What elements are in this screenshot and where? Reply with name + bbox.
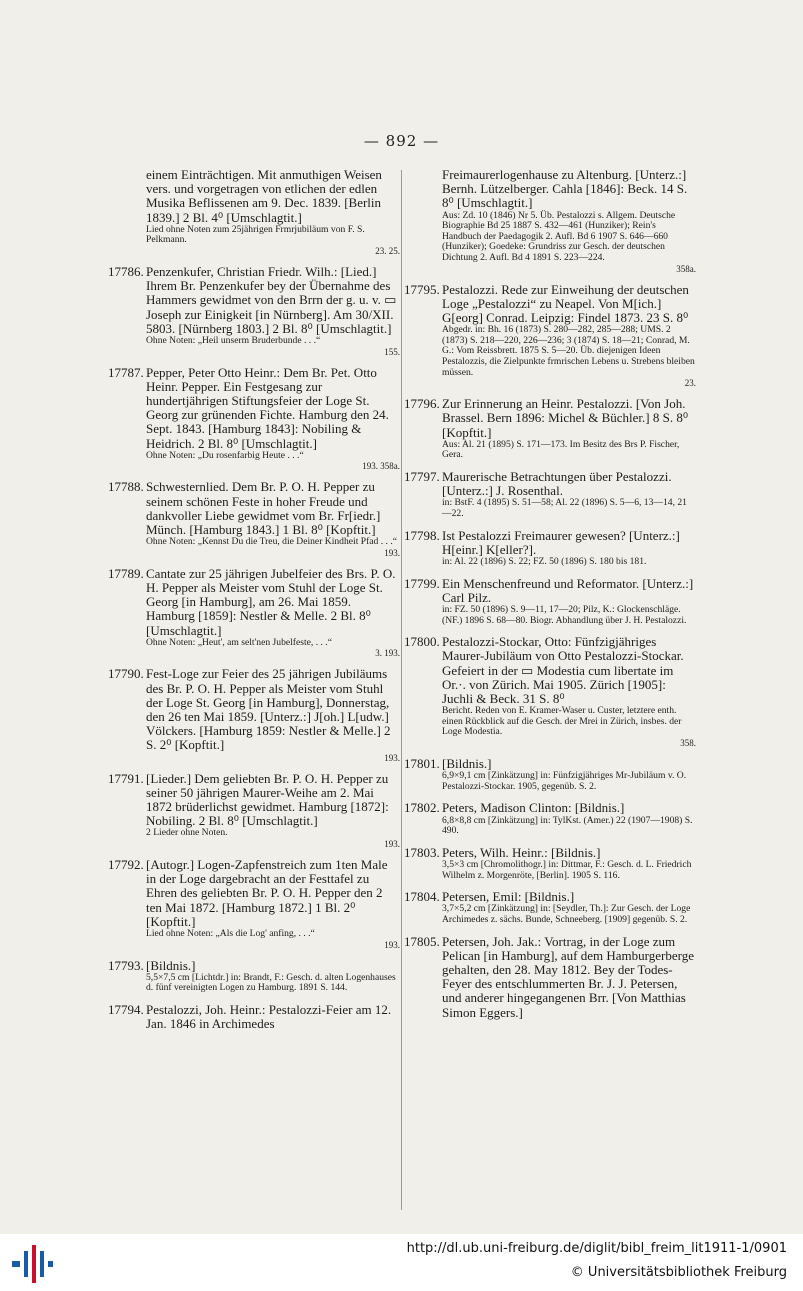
bibliography-entry — [108, 858, 400, 950]
bibliography-entry — [404, 801, 696, 836]
entry-note: 6,8×8,8 cm [Zinkätzung] in: TylKst. (Amer.) 22 (1907—1908) S. 490. — [442, 814, 693, 837]
entry-reference: 193. — [384, 939, 400, 950]
entry-reference: 23. 25. — [375, 246, 400, 256]
entry-number: 17791. — [108, 770, 144, 786]
bibliography-entry — [108, 567, 400, 659]
entry-text: [Bildnis.] — [146, 957, 196, 973]
entry-number: 17802. — [404, 800, 440, 816]
entry-text: [Lieder.] Dem geliebten Br. P. O. H. Pepper zu seiner 50 jährigen Maurer-Weihe am 2. Mai 1872 brüderlichst gewidmet. Hamburg [1872]: Nobiling. 2 Bl. 8⁰ [Umschlagtit.] — [146, 770, 389, 829]
entry-number: 17788. — [108, 479, 144, 495]
entry-note: 6,9×9,1 cm [Zinkätzung] in: Fünfzigjähriges Mr-Jubiläum v. O. Pestalozzi-Stockar. 1905, gegenüb. S. 2. — [442, 770, 687, 792]
entry-text: Pepper, Peter Otto Heinr.: Dem Br. Pet. Otto Heinr. Pepper. Ein Festgesang zur hundertjährigen Stiftungsfeier der Loge St. Georg zur grünenden Fichte. Hamburg den 24. Sept. 1843. [Hamburg 1843]: Nobiling & Heidrich. 2 Bl. 8⁰ [Umschlagtit.] — [146, 364, 389, 451]
entry-text: Petersen, Emil: [Bildnis.] — [442, 889, 575, 905]
entry-reference: 193. — [384, 547, 400, 558]
entry-number: 17799. — [404, 575, 440, 591]
entry-reference: 358a. — [676, 263, 696, 274]
entry-note: Ohne Noten: „Heil unserm Bruderbunde . . .“ — [146, 335, 321, 347]
entry-number: 17795. — [404, 281, 440, 297]
entry-number: 17787. — [108, 364, 144, 380]
permalink-link[interactable]: http://dl.ub.uni-freiburg.de/diglit/bibl_freim_lit1911-1/0901 — [406, 1241, 787, 1256]
bibliography-entry — [404, 397, 696, 461]
bibliography-entry — [404, 168, 696, 274]
entry-reference: 358. — [680, 737, 696, 748]
entry-number: 17803. — [404, 844, 440, 860]
entry-number: 17786. — [108, 264, 144, 279]
entry-number: 17800. — [404, 634, 440, 650]
bibliography-entry — [108, 667, 400, 762]
entry-text: [Bildnis.] — [442, 755, 492, 771]
right-column — [404, 168, 696, 1029]
entry-text: Pestalozzi. Rede zur Einweihung der deutschen Loge „Pestalozzi“ zu Neapel. Von M[ich.] G[eorg] Conrad. Leipzig: Findel 1873. 23 S. 8⁰ — [442, 281, 689, 325]
entry-number: 17794. — [108, 1002, 144, 1018]
entry-reference: 155. — [384, 346, 400, 357]
entry-note: Abgedr. in: Bh. 16 (1873) S. 280—282, 285—288; UMS. 2 (1873) S. 218—220, 226—236; 3 (1874) S. 18—21; Conrad, M. G.: Vom Reissbrett. 1875 S. 5—20. Üb. diejenigen Ideen Pestalozzis, die Zielpunkte frmrischen Lebens u. Strebens bleiben müssen. — [442, 324, 695, 378]
entry-note: in: Al. 22 (1896) S. 22; FZ. 50 (1896) S. 180 bis 181. — [442, 555, 647, 567]
entry-reference: 193. 358a. — [362, 461, 400, 472]
entry-reference: 23. — [684, 378, 696, 389]
column-divider — [401, 170, 402, 1210]
entry-note: Lied ohne Noten zum 25jährigen Frmrjubiläum von F. S. Pelkmann. — [146, 223, 365, 246]
bibliography-entry — [404, 757, 696, 792]
entry-number: 17805. — [404, 933, 440, 949]
entry-text: Ist Pestalozzi Freimaurer gewesen? [Unterz.:] H[einr.] K[eller?]. — [442, 527, 680, 557]
bibliography-entry — [404, 935, 696, 1020]
entry-number: 17801. — [404, 755, 440, 771]
entry-reference: 3. 193. — [375, 648, 400, 659]
entry-note: Ohne Noten: „Du rosenfarbig Heute . . .“ — [146, 449, 304, 461]
entry-text: Schwesternlied. Dem Br. P. O. H. Pepper zu seinem schönen Feste in hoher Freude und dankvoller Liebe gewidmet vom Br. Fr[iedr.] Münch. [Hamburg 1843.] 1 Bl. 8⁰ [Kopftit.] — [146, 479, 381, 538]
entry-text: Pestalozzi, Joh. Heinr.: Pestalozzi-Feier am 12. Jan. 1846 in Archimedes — [146, 1002, 392, 1032]
bibliography-entry — [108, 265, 400, 357]
entry-reference: 193. — [384, 839, 400, 850]
bibliography-entry — [404, 577, 696, 627]
left-column — [108, 168, 400, 1040]
entry-note: in: FZ. 50 (1896) S. 9—11, 17—20; Pilz, K.: Glockenschläge. (NF.) 1896 S. 68—80. Biogr. Abhandlung über J. H. Pestalozzi. — [442, 603, 687, 626]
entry-note: in: BstF. 4 (1895) S. 51—58; Al. 22 (1896) S. 5—6, 13—14, 21—22. — [442, 497, 687, 519]
entry-text: Maurerische Betrachtungen über Pestalozzi. [Unterz.:] J. Rosenthal. — [442, 468, 672, 499]
bibliography-entry — [404, 890, 696, 925]
entry-text: Peters, Wilh. Heinr.: [Bildnis.] — [442, 844, 601, 860]
entry-reference: 193. — [384, 752, 400, 763]
bibliography-entry — [108, 1003, 400, 1031]
entry-number: 17789. — [108, 565, 144, 581]
entry-note: 3,7×5,2 cm [Zinkätzung] in: [Seydler, Th.]: Zur Gesch. der Loge Archimedes z. sächs. Bunde, Schneeberg. [1909] gegenüb. S. 2. — [442, 903, 691, 925]
copyright-notice: © Universitätsbibliothek Freiburg — [570, 1265, 787, 1280]
bibliography-entry — [108, 168, 400, 256]
entry-note: Lied ohne Noten: „Als die Log' anfing, . . .“ — [146, 928, 315, 940]
entry-number: 17796. — [404, 396, 440, 412]
page-number: — 892 — — [363, 132, 440, 150]
entry-note: 2 Lieder ohne Noten. — [146, 827, 228, 839]
entry-number: 17790. — [108, 666, 144, 682]
entry-text: Cantate zur 25 jährigen Jubelfeier des Brs. P. O. H. Pepper als Meister vom Stuhl der Loge St. Georg [in Hamburg], am 26. Mai 1859. Hamburg [1859]: Nestler & Melle. 2 Bl. 8⁰ [Umschlagtit.] — [146, 565, 396, 638]
entry-note: Ohne Noten: „Heut', am selt'nen Jubelfeste, . . .“ — [146, 636, 332, 648]
bibliography-entry — [108, 366, 400, 472]
entry-text: einem Einträchtigen. Mit anmuthigen Weisen vers. und vorgetragen von etlichen der edlen Musika Beflissenen am 9. Dec. 1839. [Berlin 1839.] 2 Bl. 4⁰ [Umschlagtit.] — [146, 167, 382, 225]
bibliography-entry — [108, 772, 400, 849]
entry-note: Aus: Zd. 10 (1846) Nr 5. Üb. Pestalozzi s. Allgem. Deutsche Biographie Bd 25 1887 S. 432—461 (Hunziker); Rein's Handbuch der Paedagogik 2. Aufl. Bd 6 1907 S. 646—660 (Hunziker); Goedeke: Grundriss zur Gesch. der deutschen Dichtung 2. Aufl. Bd 4 1891 S. 223—224. — [442, 209, 676, 263]
entry-text: Pestalozzi-Stockar, Otto: Fünfzigjähriges Maurer-Jubiläum von Otto Pestalozzi-Stockar. Gefeiert in der ▭ Modestia cum libertate im Or.·. von Zürich. Mai 1905. Zürich [1905]: Juchli & Beck. 31 S. 8⁰ — [442, 634, 684, 706]
entry-text: Ein Menschenfreund und Reformator. [Unterz.:] Carl Pilz. — [442, 575, 694, 605]
entry-number: 17793. — [108, 957, 144, 973]
entry-text: Penzenkufer, Christian Friedr. Wilh.: [Lied.] Ihrem Br. Penzenkufer bey der Übernahme des Hammers gewidmet von den Brrn der g. u. v. ▭ Joseph zur Einigkeit [in Nürnberg]. Am 30/XII. 5803. [Nürnberg 1803.] 2 Bl. 8⁰ [Umschlagtit.] — [146, 264, 397, 336]
entry-note: Aus: Al. 21 (1895) S. 171—173. Im Besitz des Brs P. Fischer, Gera. — [442, 438, 680, 461]
entry-note: 3,5×3 cm [Chromolithogr.] in: Dittmar, F.: Gesch. d. L. Friedrich Wilhelm z. Morgenröte, [Berlin]. 1905 S. 116. — [442, 858, 692, 881]
entry-text: Petersen, Joh. Jak.: Vortrag, in der Loge zum Pelican [in Hamburg], auf dem Hamburgerberge gehalten, den 28. May 1812. Bey der Todes-Feyer des entschlummerten Br. J. J. Petersen, und anderer hingegangenen Brr. [Von Matthias Simon Eggers.] — [442, 933, 694, 1020]
footer-bar — [0, 1234, 803, 1291]
bibliography-entry — [404, 635, 696, 748]
bibliography-entry — [404, 529, 696, 568]
entry-text: Fest-Loge zur Feier des 25 jährigen Jubiläums des Br. P. O. H. Pepper als Meister vom Stuhl der Loge St. Georg [in Hamburg], Donnerstag, den 26 ten Mai 1859. [Unterz.:] J[oh.] L[udw.] Völckers. [Hamburg 1859: Nestler & Melle.] 2 S. 2⁰ [Kopftit.] — [146, 666, 391, 753]
bibliography-entry — [404, 846, 696, 881]
library-logo-icon — [10, 1243, 54, 1285]
bibliography-entry — [108, 480, 400, 557]
entry-number: 17797. — [404, 468, 440, 484]
bibliography-entry — [404, 283, 696, 389]
entry-number: 17798. — [404, 527, 440, 543]
entry-note: 5,5×7,5 cm [Lichtdr.] in: Brandt, F.: Gesch. d. alten Logenhauses d. fünf vereinigten Logen zu Hamburg. 1891 S. 144. — [146, 971, 396, 994]
entry-text: Peters, Madison Clinton: [Bildnis.] — [442, 800, 625, 816]
entry-note: Ohne Noten: „Kennst Du die Treu, die Deiner Kindheit Pfad . . .“ — [146, 536, 397, 548]
entry-text: [Autogr.] Logen-Zapfenstreich zum 1ten Male in der Loge dargebracht an der Festtafel zu Ehren des geliebten Br. P. O. H. Pepper den 2 ten Mai 1872. [Hamburg 1872.] 1 Bl. 2⁰ [Kopftit.] — [146, 857, 388, 929]
entry-text: Zur Erinnerung an Heinr. Pestalozzi. [Von Joh. Brassel. Bern 1896: Michel & Büchler.] 8 S. 8⁰ [Kopftit.] — [442, 396, 689, 440]
entry-number: 17792. — [108, 857, 144, 873]
entry-number: 17804. — [404, 889, 440, 905]
bibliography-entry — [404, 470, 696, 520]
bibliography-entry — [108, 959, 400, 994]
entry-note: Bericht. Reden von E. Kramer-Waser u. Custer, letztere enth. einen Rückblick auf die Gesch. der Mrei in Zürich, insbes. der Loge Modestia. — [442, 705, 682, 738]
entry-text: Freimaurerlogenhause zu Altenburg. [Unterz.:] Bernh. Lützelberger. Cahla [1846]: Beck. 14 S. 8⁰ [Umschlagtit.] — [442, 167, 688, 211]
